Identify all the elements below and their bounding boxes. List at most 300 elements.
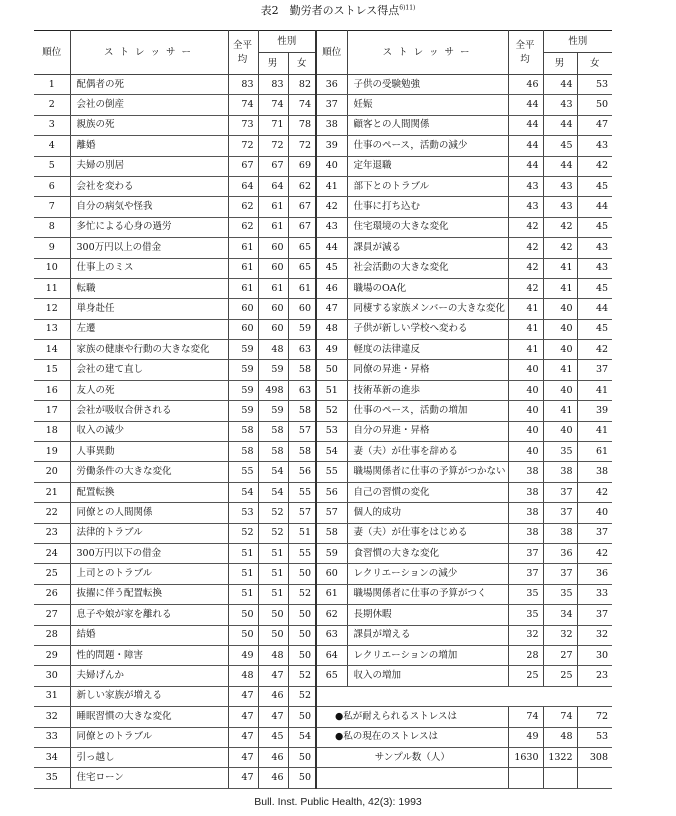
female-score-cell: 43 [577,136,612,156]
female-score-cell: 58 [288,401,316,421]
summary-label-cell: サンプル数（人） [316,747,508,767]
female-score-cell: 65 [288,258,316,278]
male-score-cell: 58 [258,421,288,441]
header-rank: 順位 [34,31,70,75]
stressor-cell: 人事異動 [70,442,228,462]
header-total: 全平均 [228,31,258,75]
rank-cell: 26 [34,584,70,604]
female-score-cell: 58 [288,360,316,380]
female-score-cell: 50 [288,625,316,645]
stressor-cell: 収入の増加 [347,666,508,686]
female-score-cell: 50 [288,605,316,625]
male-score-cell: 52 [258,523,288,543]
header-total-2: 全平均 [508,31,543,75]
summary-female-cell: 53 [577,727,612,747]
rank-cell: 45 [316,258,347,278]
summary-label-cell: ●私の現在のストレスは [316,727,508,747]
stressor-cell: 結婚 [70,625,228,645]
male-score-cell: 40 [543,319,577,339]
stressor-cell: 親族の死 [70,115,228,135]
male-score-cell: 60 [258,299,288,319]
rank-cell: 2 [34,95,70,115]
stressor-cell: 住宅ローン [70,768,228,788]
female-score-cell: 42 [577,340,612,360]
table-row [34,666,612,686]
female-score-cell: 51 [288,523,316,543]
female-score-cell: 54 [288,727,316,747]
total-score-cell: 73 [228,115,258,135]
table-row [34,115,612,135]
table-row [34,401,612,421]
rank-cell: 46 [316,278,347,298]
stressor-cell: 抜擢に伴う配置転換 [70,584,228,604]
rank-cell: 63 [316,625,347,645]
stressor-cell: 食習慣の大きな変化 [347,543,508,563]
total-score-cell: 53 [228,503,258,523]
male-score-cell: 44 [543,75,577,95]
male-score-cell: 35 [543,442,577,462]
header-female-2: 女 [577,53,612,75]
total-score-cell: 35 [508,584,543,604]
female-score-cell: 36 [577,564,612,584]
rank-cell: 28 [34,625,70,645]
header-by-sex-2: 性別 [543,31,612,53]
female-score-cell: 60 [288,299,316,319]
male-score-cell: 60 [258,258,288,278]
rank-cell: 52 [316,401,347,421]
male-score-cell: 46 [258,747,288,767]
male-score-cell: 83 [258,75,288,95]
female-score-cell: 55 [288,543,316,563]
summary-label-cell [316,768,508,788]
total-score-cell: 35 [508,605,543,625]
rank-cell: 18 [34,421,70,441]
male-score-cell: 46 [258,768,288,788]
summary-male-cell: 48 [543,727,577,747]
female-score-cell: 82 [288,75,316,95]
rank-cell: 62 [316,605,347,625]
total-score-cell: 40 [508,421,543,441]
stressor-cell: 部下とのトラブル [347,176,508,196]
male-score-cell: 61 [258,217,288,237]
stressor-cell: 課員が減る [347,238,508,258]
header-stressor: ストレッサー [70,31,228,75]
table-row [34,421,612,441]
total-score-cell: 46 [508,75,543,95]
table-row [34,768,612,788]
rank-cell: 32 [34,707,70,727]
male-score-cell: 74 [258,95,288,115]
male-score-cell: 40 [543,380,577,400]
total-score-cell: 47 [228,686,258,706]
male-score-cell: 59 [258,401,288,421]
total-score-cell: 41 [508,299,543,319]
male-score-cell: 61 [258,197,288,217]
table-row [34,747,612,767]
male-score-cell: 47 [258,707,288,727]
rank-cell: 14 [34,340,70,360]
rank-cell: 29 [34,645,70,665]
table-row [34,176,612,196]
rank-cell: 21 [34,482,70,502]
total-score-cell: 40 [508,442,543,462]
rank-cell: 54 [316,442,347,462]
male-score-cell: 59 [258,360,288,380]
stressor-cell: 住宅環境の大きな変化 [347,217,508,237]
table-row [34,645,612,665]
total-score-cell: 74 [228,95,258,115]
rank-cell: 9 [34,238,70,258]
stressor-cell: 顧客との人間関係 [347,115,508,135]
total-score-cell: 47 [228,707,258,727]
rank-cell: 50 [316,360,347,380]
male-score-cell: 36 [543,543,577,563]
stressor-cell: 会社の倒産 [70,95,228,115]
stressor-cell: 社会活動の大きな変化 [347,258,508,278]
citation: Bull. Inst. Public Health, 42(3): 1993 [254,796,422,808]
rank-cell: 33 [34,727,70,747]
male-score-cell: 37 [543,564,577,584]
total-score-cell: 38 [508,503,543,523]
total-score-cell: 42 [508,217,543,237]
total-score-cell: 47 [228,768,258,788]
stressor-cell: 左遷 [70,319,228,339]
male-score-cell: 42 [543,217,577,237]
stressor-cell: 妻（夫）が仕事を辞める [347,442,508,462]
male-score-cell: 44 [543,156,577,176]
female-score-cell: 40 [577,503,612,523]
female-score-cell: 61 [288,278,316,298]
female-score-cell: 52 [288,686,316,706]
rank-cell: 5 [34,156,70,176]
stressor-cell: 妻（夫）が仕事をはじめる [347,523,508,543]
male-score-cell: 32 [543,625,577,645]
header-male: 男 [258,53,288,75]
rank-cell: 47 [316,299,347,319]
rank-cell: 12 [34,299,70,319]
female-score-cell: 42 [577,156,612,176]
table-row [34,238,612,258]
rank-cell: 17 [34,401,70,421]
male-score-cell: 498 [258,380,288,400]
total-score-cell: 32 [508,625,543,645]
table-row [34,95,612,115]
stressor-cell: 子供が新しい学校へ変わる [347,319,508,339]
total-score-cell: 40 [508,380,543,400]
table-row [34,360,612,380]
table-row [34,523,612,543]
total-score-cell: 28 [508,645,543,665]
female-score-cell: 74 [288,95,316,115]
female-score-cell: 30 [577,645,612,665]
rank-cell: 41 [316,176,347,196]
stressor-cell: 自己の習慣の変化 [347,482,508,502]
stressor-cell: 多忙による心身の過労 [70,217,228,237]
rank-cell: 42 [316,197,347,217]
female-score-cell: 37 [577,360,612,380]
total-score-cell: 48 [228,666,258,686]
female-score-cell: 44 [577,299,612,319]
male-score-cell: 40 [543,340,577,360]
total-score-cell: 60 [228,299,258,319]
female-score-cell: 53 [577,75,612,95]
male-score-cell: 61 [258,278,288,298]
total-score-cell: 43 [508,176,543,196]
total-score-cell: 51 [228,564,258,584]
total-score-cell: 61 [228,238,258,258]
stressor-cell: 仕事に打ち込む [347,197,508,217]
table-row [34,605,612,625]
table-row [34,727,612,747]
table-row [34,299,612,319]
total-score-cell: 64 [228,176,258,196]
female-score-cell: 78 [288,115,316,135]
male-score-cell: 37 [543,503,577,523]
female-score-cell: 33 [577,584,612,604]
stressor-cell: 職場関係者に仕事の予算がつく [347,584,508,604]
stressor-cell: 性的問題・障害 [70,645,228,665]
rank-cell: 48 [316,319,347,339]
stressor-cell: 技術革新の進歩 [347,380,508,400]
stressor-cell: 離婚 [70,136,228,156]
stressor-cell: 同僚とのトラブル [70,727,228,747]
rank-cell: 7 [34,197,70,217]
male-score-cell: 40 [543,421,577,441]
table-row [34,707,612,727]
rank-cell: 38 [316,115,347,135]
total-score-cell: 37 [508,543,543,563]
rank-cell: 10 [34,258,70,278]
stress-score-table [34,30,612,789]
stressor-cell: 仕事のペース，活動の減少 [347,136,508,156]
stressor-cell: 上司とのトラブル [70,564,228,584]
female-score-cell: 58 [288,442,316,462]
female-score-cell: 72 [288,136,316,156]
stressor-cell: 軽度の法律違反 [347,340,508,360]
rank-cell: 20 [34,462,70,482]
stressor-cell: 転職 [70,278,228,298]
total-score-cell: 50 [228,605,258,625]
stressor-cell: 夫婦げんか [70,666,228,686]
male-score-cell: 43 [543,176,577,196]
stressor-cell: 妊娠 [347,95,508,115]
male-score-cell: 51 [258,564,288,584]
blank-cell [316,686,612,706]
stressor-cell: 定年退職 [347,156,508,176]
stressor-cell: 息子や娘が家を離れる [70,605,228,625]
total-score-cell: 47 [228,727,258,747]
summary-female-cell: 308 [577,747,612,767]
stressor-cell: 夫婦の別居 [70,156,228,176]
table-row [34,442,612,462]
table-row [34,75,612,95]
female-score-cell: 43 [577,238,612,258]
female-score-cell: 50 [288,747,316,767]
female-score-cell: 39 [577,401,612,421]
stressor-cell: 会社を変わる [70,176,228,196]
total-score-cell: 38 [508,462,543,482]
female-score-cell: 37 [577,523,612,543]
rank-cell: 65 [316,666,347,686]
summary-label-cell: ●私が耐えられるストレスは [316,707,508,727]
male-score-cell: 45 [258,727,288,747]
rank-cell: 1 [34,75,70,95]
rank-cell: 16 [34,380,70,400]
stressor-cell: 配偶者の死 [70,75,228,95]
female-score-cell: 63 [288,380,316,400]
male-score-cell: 67 [258,156,288,176]
header-male-2: 男 [543,53,577,75]
male-score-cell: 27 [543,645,577,665]
total-score-cell: 72 [228,136,258,156]
rank-cell: 43 [316,217,347,237]
female-score-cell: 52 [288,666,316,686]
stressor-cell: 同僚との人間関係 [70,503,228,523]
rank-cell: 57 [316,503,347,523]
total-score-cell: 41 [508,319,543,339]
rank-cell: 25 [34,564,70,584]
rank-cell: 36 [316,75,347,95]
male-score-cell: 41 [543,258,577,278]
rank-cell: 56 [316,482,347,502]
male-score-cell: 64 [258,176,288,196]
female-score-cell: 44 [577,197,612,217]
rank-cell: 15 [34,360,70,380]
stressor-cell: 自分の病気や怪我 [70,197,228,217]
female-score-cell: 45 [577,319,612,339]
male-score-cell: 54 [258,462,288,482]
male-score-cell: 40 [543,299,577,319]
rank-cell: 27 [34,605,70,625]
stressor-cell: 同棲する家族メンバーの大きな変化 [347,299,508,319]
summary-total-cell [508,768,543,788]
total-score-cell: 59 [228,340,258,360]
header-rank-2: 順位 [316,31,347,75]
total-score-cell: 62 [228,197,258,217]
female-score-cell: 50 [288,768,316,788]
female-score-cell: 67 [288,197,316,217]
total-score-cell: 25 [508,666,543,686]
male-score-cell: 72 [258,136,288,156]
total-score-cell: 58 [228,421,258,441]
female-score-cell: 57 [288,421,316,441]
table-row [34,686,612,706]
total-score-cell: 40 [508,360,543,380]
female-score-cell: 41 [577,421,612,441]
rank-cell: 4 [34,136,70,156]
table-row [34,625,612,645]
table-row [34,197,612,217]
stressor-cell: 同僚の昇進・昇格 [347,360,508,380]
female-score-cell: 42 [577,543,612,563]
rank-cell: 24 [34,543,70,563]
stressor-cell: 長期休暇 [347,605,508,625]
table-row [34,319,612,339]
total-score-cell: 52 [228,523,258,543]
rank-cell: 51 [316,380,347,400]
rank-cell: 13 [34,319,70,339]
male-score-cell: 38 [543,523,577,543]
stressor-cell: 300万円以下の借金 [70,543,228,563]
table-row [34,462,612,482]
summary-total-cell: 1630 [508,747,543,767]
total-score-cell: 62 [228,217,258,237]
header-stressor-2: ストレッサー [347,31,508,75]
rank-cell: 31 [34,686,70,706]
total-score-cell: 59 [228,360,258,380]
rank-cell: 61 [316,584,347,604]
female-score-cell: 45 [577,176,612,196]
stressor-cell: レクリエーションの増加 [347,645,508,665]
stressor-cell: 300万円以上の借金 [70,238,228,258]
male-score-cell: 71 [258,115,288,135]
total-score-cell: 50 [228,625,258,645]
female-score-cell: 50 [288,645,316,665]
male-score-cell: 51 [258,584,288,604]
table-title-text: 表2 勤労者のストレス得点 [260,4,400,17]
rank-cell: 49 [316,340,347,360]
total-score-cell: 38 [508,482,543,502]
female-score-cell: 62 [288,176,316,196]
female-score-cell: 56 [288,462,316,482]
male-score-cell: 25 [543,666,577,686]
total-score-cell: 59 [228,401,258,421]
female-score-cell: 67 [288,217,316,237]
table-title [0,2,676,18]
male-score-cell: 60 [258,238,288,258]
male-score-cell: 41 [543,360,577,380]
summary-female-cell: 72 [577,707,612,727]
total-score-cell: 43 [508,197,543,217]
female-score-cell: 41 [577,380,612,400]
female-score-cell: 65 [288,238,316,258]
total-score-cell: 54 [228,482,258,502]
table-row [34,217,612,237]
rank-cell: 40 [316,156,347,176]
female-score-cell: 50 [288,564,316,584]
total-score-cell: 40 [508,401,543,421]
female-score-cell: 55 [288,482,316,502]
male-score-cell: 48 [258,645,288,665]
table-row [34,584,612,604]
male-score-cell: 48 [258,340,288,360]
female-score-cell: 57 [288,503,316,523]
stressor-cell: 単身赴任 [70,299,228,319]
stressor-cell: 友人の死 [70,380,228,400]
table-row [34,564,612,584]
male-score-cell: 44 [543,115,577,135]
male-score-cell: 45 [543,136,577,156]
table-row [34,136,612,156]
total-score-cell: 44 [508,136,543,156]
stressor-cell: 収入の減少 [70,421,228,441]
rank-cell: 64 [316,645,347,665]
summary-male-cell [543,768,577,788]
female-score-cell: 59 [288,319,316,339]
rank-cell: 59 [316,543,347,563]
total-score-cell: 49 [228,645,258,665]
summary-male-cell: 74 [543,707,577,727]
rank-cell: 19 [34,442,70,462]
rank-cell: 6 [34,176,70,196]
stressor-cell: 睡眠習慣の大きな変化 [70,707,228,727]
female-score-cell: 38 [577,462,612,482]
header-female: 女 [288,53,316,75]
stressor-cell: 配置転換 [70,482,228,502]
female-score-cell: 32 [577,625,612,645]
female-score-cell: 47 [577,115,612,135]
female-score-cell: 43 [577,258,612,278]
